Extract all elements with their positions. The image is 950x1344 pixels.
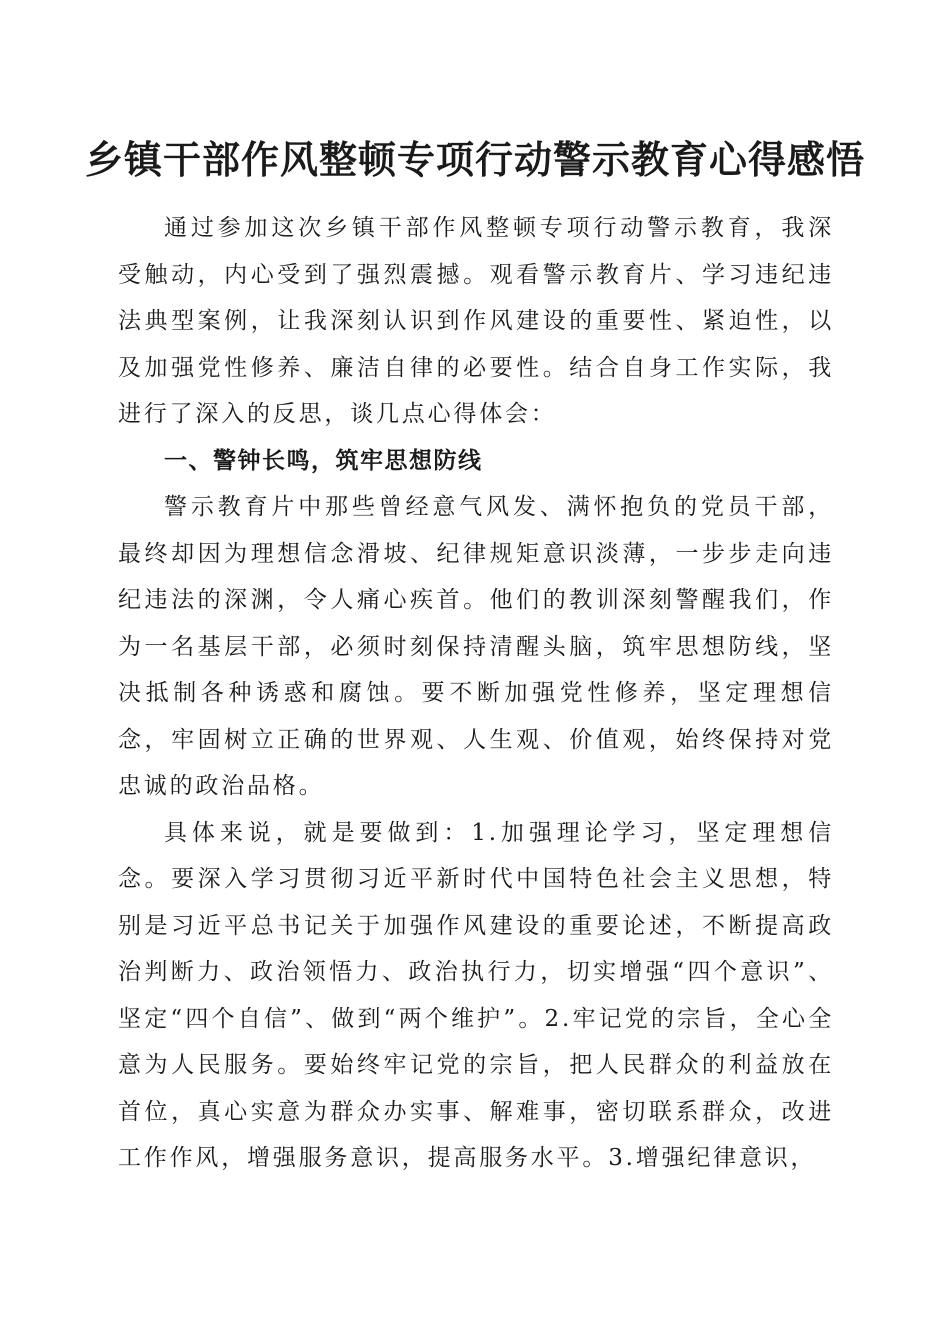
document-title: 乡镇干部作风整顿专项行动警示教育心得感悟 bbox=[84, 137, 865, 182]
section-heading: 一、警钟长鸣，筑牢思想防线 bbox=[164, 447, 483, 474]
body-paragraph: 具体来说，就是要做到：1.加强理论学习，坚定理想信念。要深入学习贯彻习近平新时代中国特色社会主义思想，特别是习近平总书记关于加强作风建设的重要论述，不断提高政治判断力、政治领悟力、政治执行力，切实增强“四个意识”、坚定“四个自信”、做到“两个维护”。2.牢记党的宗旨，全心全意为人民服务。要始终牢记党的宗旨，把人民群众的利益放在首位，真心实意为群众办实事、解难事，密切联系群众，改进工作作风，增强服务意识，提高服务水平。3.增强纪律意识， bbox=[118, 819, 834, 1171]
document-body bbox=[118, 205, 834, 1182]
body-paragraph: 警示教育片中那些曾经意气风发、满怀抱负的党员干部，最终却因为理想信念滑坡、纪律规矩意识淡薄，一步步走向违纪违法的深渊，令人痛心疾首。他们的教训深刻警醒我们，作为一名基层干部，必须时刻保持清醒头脑，筑牢思想防线，坚决抵制各种诱惑和腐蚀。要不断加强党性修养，坚定理想信念，牢固树立正确的世界观、人生观、价值观，始终保持对党忠诚的政治品格。 bbox=[118, 494, 834, 799]
intro-paragraph: 通过参加这次乡镇干部作风整顿专项行动警示教育，我深受触动，内心受到了强烈震撼。观看警示教育片、学习违纪违法典型案例，让我深刻认识到作风建设的重要性、紧迫性，以及加强党性修养、廉洁自律的必要性。结合自身工作实际，我进行了深入的反思，谈几点心得体会： bbox=[118, 215, 834, 427]
